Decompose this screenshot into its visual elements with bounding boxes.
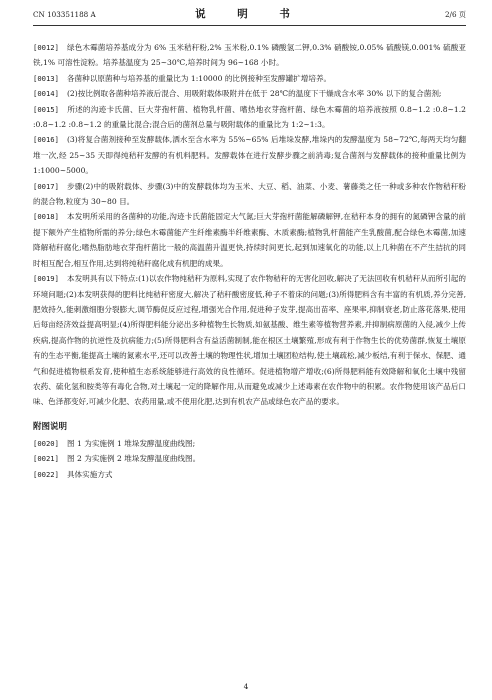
figure-text: 图 2 为实施例 2 堆垛发酵温度曲线图。 — [66, 454, 201, 464]
paragraph-text: 本发明具有以下特点:(1)以农作物纯秸秆为原料,实现了农作物秸秆的无害化回收,解决了无法回收有机秸秆从而所引起的环境问题;(2)本发明获得的肥料比纯秸秆密度大,解决了秸秆酸密度低,种子不着床的问题;(3)所得肥料含有丰富的有机质,养分完善,肥效持久,能刺激细胞分裂膨大,调节酶促反应过程,增强光合作用,促进种子发芽,提高出苗率、座果率,抑制衰老,防止落花落果,使用后每亩经济效益提高明显;(4)所得肥料能分泌出多种植物生长物质,如氨基酸、维生素等植物营养素,并抑制病原菌的入侵,减少上传疾病,提高作物的抗逆性及抗病能力;(5)所得肥料含有益活菌制制,能在根区土壤繁殖,形成有利于作物生长的优势菌群,恢复土壤原有的生态平衡,能提高土壤的氮素水平,还可以改善土壤的物理性状,增加土壤团粒结构,使土壤疏松,减少板结,有利于保水、保肥、通气和促进植物根系发育,使种植生态系统能够进行高效的良性循环。促进植物增产增收;(6)所得肥料能有效降解和氧化土壤中残留农药、硫化氢和胺类等有毒化合物,对土壤起一定的降解作用,从而避免或减少上述毒素在农作物中的积累。农作物使用该产品后口味、色泽都变好,可减少化肥、农药用量,或不使用化肥,达到有机农产品或绿色农产品的要求。 — [33, 274, 466, 407]
paragraph-number: [0017] — [33, 181, 59, 191]
paragraph-0012 — [33, 40, 466, 71]
paragraph-text: (2)按比例取各菌种培养液后混合、用吸附载体吸附并在低于 28℃的温度下干燥成含水率 30% 以下的复合菌剂; — [66, 89, 442, 99]
paragraph-number: [0020] — [33, 438, 59, 448]
paragraph-0017 — [33, 179, 466, 210]
page-reference: 2/6 页 — [444, 10, 466, 19]
patent-number: CN 103351188 A — [33, 10, 96, 19]
paragraph-text: 所述的沟迹卡氏菌、巨大芽孢杆菌、植物乳杆菌、嗜热地衣芽孢杆菌、绿色木霉菌的培养液按照 0.8~1.2 :0.8~1.2 :0.8~1.2 :0.8~1.2 的重量比混合;混合后的菌剂总量与吸附载体的重量比为 1:2~1:3。 — [33, 104, 466, 130]
paragraph-number: [0014] — [33, 89, 59, 99]
paragraph-number: [0015] — [33, 104, 59, 114]
section-item — [33, 467, 466, 482]
paragraph-number: [0012] — [33, 43, 59, 52]
paragraph-number: [0021] — [33, 454, 59, 464]
paragraph-number: [0018] — [33, 212, 59, 222]
paragraph-number: [0019] — [33, 274, 59, 284]
figure-item — [33, 451, 466, 466]
paragraph-0019 — [33, 271, 466, 410]
paragraph-text: 本发明所采用的各菌种的功能,沟迹卡氏菌能固定大气氮;巨大芽孢杆菌能解磷解钾,在秸秆本身的拥有的氮磷钾含量的前提下额外产生植物所需的养分;绿色木霉菌能产生纤维素酶半纤维素酶、木质素酶;植物乳杆菌能产生乳酸菌,配合绿色木霉菌,加速降解秸秆腐化;嗜热脂肪地衣芽孢杆菌比一般的高温菌升温更快,持续时间更长,起到加速氧化的功能,以上几种菌在不产生拮抗的同时相互配合,相互作用,达到将纯秸秆腐化成有机肥的成果。 — [33, 212, 466, 268]
paragraph-number: [0013] — [33, 73, 59, 83]
document-title: 说 明 书 — [195, 8, 304, 20]
paragraph-0018 — [33, 209, 466, 271]
figures-heading: 附图说明 — [33, 421, 68, 432]
paragraph-number: [0022] — [33, 469, 59, 479]
paragraph-0014 — [33, 86, 466, 101]
page-header — [33, 7, 466, 23]
paragraph-0016 — [33, 132, 466, 178]
paragraph-0013 — [33, 71, 466, 86]
section-text: 具体实施方式 — [66, 469, 113, 479]
paragraph-text: 步骤(2)中的吸附载体、步骤(3)中的发酵载体均为玉米、大豆、稻、油菜、小麦、薯藤类之任一种或多种农作物秸秆粉的混合物,粒度为 30~80 目。 — [33, 181, 466, 207]
paragraph-text: 各菌种以原菌种与培养基的重量比为 1:10000 的比例接种至发酵罐扩增培养。 — [66, 73, 332, 83]
paragraph-0015 — [33, 102, 466, 133]
page-number: 4 — [243, 682, 249, 691]
paragraph-number: [0016] — [33, 135, 59, 145]
figure-text: 图 1 为实施例 1 堆垛发酵温度曲线图; — [66, 438, 196, 448]
paragraph-text: 绿色木霉菌培养基成分为 6% 玉米秸秆粉,2% 玉米粉,0.1% 磷酸氢二钾,0.3% 硝酸铵,0.05% 硫酸镁,0.001% 硫酸亚铁,1% 可溶性淀粉。培养基温度为 25~30℃,培养时间为 96~168 小时。 — [33, 43, 466, 68]
paragraph-text: (3)将复合菌剂接种至发酵载体,洒水至含水率为 55%~65% 后堆垛发酵,堆垛内的发酵温度为 58~72℃,每两天均匀翻堆一次,经 25~35 天即得纯秸秆发酵的有机料肥料。发酵载体在进行发酵步骤之前消毒;复合菌剂与发酵载体的接种重量比例为 1:1000~5000。 — [33, 135, 466, 176]
header-rule — [33, 25, 466, 26]
document-body — [33, 40, 466, 482]
figure-item — [33, 436, 466, 451]
